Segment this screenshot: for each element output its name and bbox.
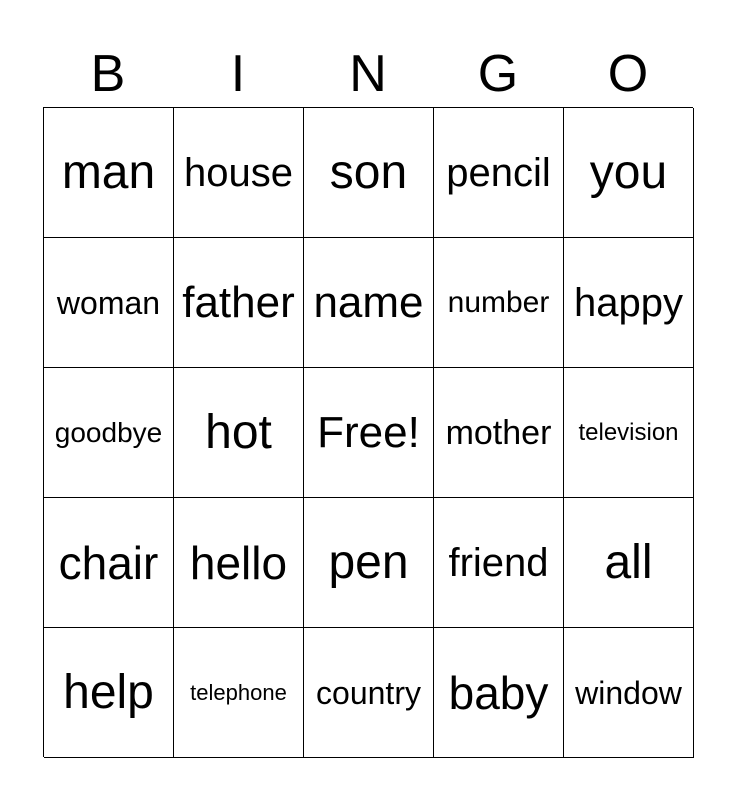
bingo-cell bbox=[434, 628, 564, 758]
cell-word: house bbox=[184, 150, 293, 195]
cell-word: mother bbox=[445, 413, 552, 452]
bingo-cell bbox=[304, 628, 434, 758]
cell-word: pen bbox=[328, 535, 409, 589]
bingo-header bbox=[43, 42, 693, 106]
bingo-cell bbox=[434, 368, 564, 498]
bingo-cell bbox=[174, 108, 304, 238]
cell-word: father bbox=[182, 277, 295, 327]
cell-word: woman bbox=[56, 284, 161, 321]
bingo-cell bbox=[564, 368, 694, 498]
bingo-cell bbox=[304, 108, 434, 238]
free-space-label: Free! bbox=[317, 407, 420, 457]
bingo-cell bbox=[434, 498, 564, 628]
cell-word: hello bbox=[189, 536, 288, 589]
bingo-cell bbox=[564, 498, 694, 628]
bingo-board bbox=[43, 107, 693, 757]
cell-word: happy bbox=[574, 280, 683, 325]
cell-word: pencil bbox=[446, 150, 551, 195]
header-letter-i: I bbox=[230, 45, 246, 103]
cell-word: chair bbox=[58, 536, 159, 589]
cell-word: goodbye bbox=[54, 416, 163, 448]
cell-word: you bbox=[589, 145, 668, 199]
cell-word: window bbox=[575, 674, 682, 711]
cell-word: man bbox=[61, 145, 156, 199]
bingo-cell bbox=[174, 498, 304, 628]
header-letter-n: N bbox=[349, 45, 387, 103]
cell-word: baby bbox=[448, 666, 549, 719]
bingo-cell bbox=[564, 238, 694, 368]
cell-word: number bbox=[447, 285, 550, 319]
bingo-cell bbox=[434, 108, 564, 238]
header-letter-b: B bbox=[90, 45, 126, 103]
bingo-cell bbox=[44, 108, 174, 238]
bingo-cell bbox=[434, 238, 564, 368]
bingo-cell bbox=[304, 498, 434, 628]
bingo-cell bbox=[174, 628, 304, 758]
free-space-cell bbox=[304, 368, 434, 498]
bingo-cell bbox=[304, 238, 434, 368]
bingo-cell bbox=[44, 368, 174, 498]
cell-word: friend bbox=[448, 540, 549, 585]
cell-word: name bbox=[313, 277, 424, 327]
header-letter-g: G bbox=[477, 45, 519, 103]
cell-word: hot bbox=[205, 405, 272, 459]
bingo-cell bbox=[174, 368, 304, 498]
bingo-cell bbox=[44, 238, 174, 368]
cell-word: help bbox=[63, 665, 154, 719]
bingo-cell bbox=[564, 628, 694, 758]
bingo-cell bbox=[174, 238, 304, 368]
cell-word: all bbox=[604, 535, 653, 589]
cell-word: son bbox=[329, 145, 408, 199]
cell-word: television bbox=[578, 418, 679, 446]
bingo-cell bbox=[44, 628, 174, 758]
bingo-cell bbox=[564, 108, 694, 238]
cell-word: telephone bbox=[190, 679, 287, 705]
bingo-cell bbox=[44, 498, 174, 628]
header-letter-o: O bbox=[607, 45, 649, 103]
cell-word: country bbox=[316, 674, 421, 711]
